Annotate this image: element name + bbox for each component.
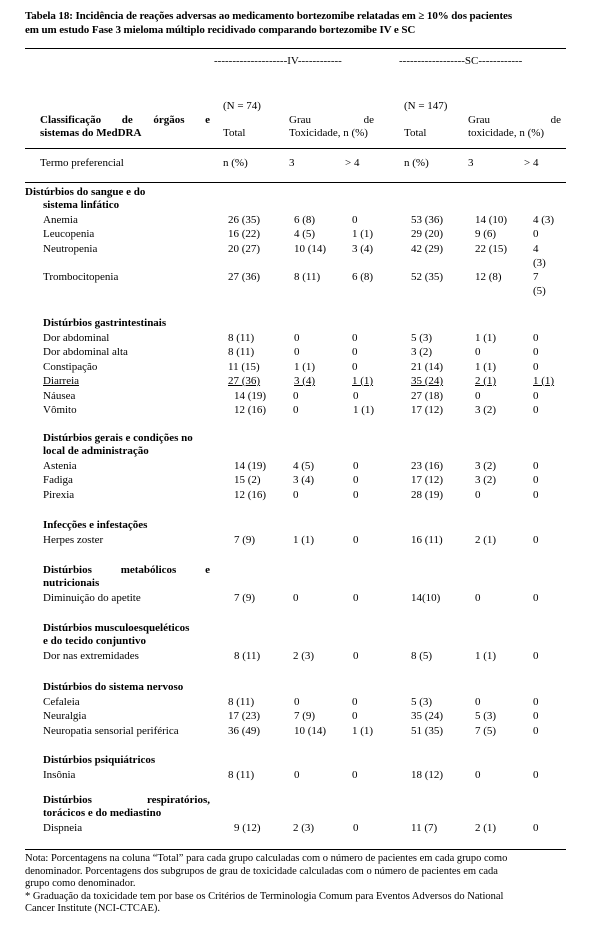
row-cell-sc-g4: 0: [533, 710, 539, 722]
row-cell-sc-total: 5 (3): [411, 695, 433, 708]
row-cell-sc-g4: 0: [533, 533, 539, 546]
row-cell-sc-total: 23 (16): [411, 459, 444, 472]
sc-grau-word: Grau: [468, 114, 490, 126]
row-cell-iv-total: 11 (15): [228, 360, 260, 373]
row-cell-sc-g3: 2 (1): [475, 533, 497, 546]
row-cell-sc-g3: 2 (1): [475, 375, 497, 387]
sc-grade3-header: 3: [468, 157, 474, 169]
row-term: Pirexia: [43, 488, 75, 501]
row-cell-sc-total: 29 (20): [411, 228, 444, 240]
row-cell-iv-total: 9 (12): [234, 821, 261, 834]
group-title-line: Distúrbios musculoesqueléticos: [43, 622, 190, 634]
row-cell-iv-g4: 3 (4): [352, 242, 374, 255]
row-cell-iv-g3: 0: [293, 389, 299, 402]
row-cell-sc-total: 5 (3): [411, 331, 433, 344]
header-mid-rule: [25, 148, 566, 149]
table-title-line-2: em um estudo Fase 3 mieloma múltiplo recidivado comparando bortezomibe IV e SC: [25, 24, 416, 36]
group-title-word: respiratórios,: [146, 794, 210, 806]
group-title-line: Infecções e infestações: [43, 519, 148, 531]
row-cell-iv-g4: 0: [353, 649, 359, 662]
row-cell-sc-g4: 4 (3): [533, 213, 555, 226]
row-cell-iv-g4: 0: [352, 346, 358, 358]
row-cell-iv-g3: 10 (14): [294, 242, 327, 255]
class-header-word-4: e: [205, 114, 210, 126]
row-cell-iv-total: 8 (11): [228, 331, 255, 344]
header-top-rule: [25, 48, 566, 49]
row-cell-sc-g4: 0: [533, 459, 539, 472]
header-bottom-rule: [25, 182, 566, 183]
row-cell-iv-g4: 1 (1): [352, 375, 374, 387]
group-title-line: Distúrbios gastrintestinais: [43, 317, 167, 329]
row-term: Astenia: [43, 459, 77, 472]
row-cell-sc-g4: 0: [533, 488, 539, 501]
iv-grade3-header: 3: [289, 157, 295, 169]
group-title-line: e do tecido conjuntivo: [43, 635, 146, 647]
row-cell-iv-total: 14 (19): [234, 459, 267, 472]
row-cell-iv-g4: 1 (1): [352, 228, 374, 240]
table-title: [25, 9, 570, 37]
row-cell-iv-total: 36 (49): [228, 724, 261, 737]
row-cell-iv-g3: 3 (4): [293, 474, 315, 486]
row-term: Neutropenia: [43, 242, 98, 255]
row-term: Náusea: [43, 389, 76, 402]
row-cell-sc-g4: 0: [533, 695, 539, 708]
sc-grau-header: [468, 114, 561, 127]
class-header-line-2: sistemas do MedDRA: [40, 127, 142, 139]
row-cell-iv-g4: 0: [353, 591, 359, 604]
row-cell-sc-g4-continued: (5): [533, 285, 546, 297]
row-cell-sc-total: 35 (24): [411, 375, 444, 387]
row-term: Neuropatia sensorial periférica: [43, 724, 179, 737]
row-cell-iv-g4: 0: [352, 768, 358, 781]
row-term: Cefaleia: [43, 695, 80, 708]
row-cell-iv-total: 17 (23): [228, 710, 261, 722]
footnote-line-4: * Graduação da toxicidade tem por base os Critérios de Terminologia Comum para Eventos Adversos do National: [25, 890, 504, 902]
row-cell-sc-g3: 0: [475, 488, 481, 501]
row-term: Anemia: [43, 213, 78, 226]
row-term: Dor abdominal alta: [43, 346, 128, 358]
row-cell-iv-g4: 0: [353, 459, 359, 472]
group-title-line: [43, 794, 210, 807]
row-cell-iv-g3: 2 (3): [293, 821, 315, 834]
row-cell-iv-total: 8 (11): [234, 649, 261, 662]
sc-n-percent-header: n (%): [404, 157, 429, 169]
class-header-word-2: de: [121, 114, 133, 126]
sc-grade4-header: > 4: [524, 157, 539, 169]
row-term: Dispneia: [43, 821, 83, 834]
group-title-line: Distúrbios psiquiátricos: [43, 754, 156, 766]
row-cell-iv-g4: 0: [352, 695, 358, 708]
row-cell-sc-g3: 14 (10): [475, 213, 508, 226]
group-title-line: [43, 564, 210, 577]
row-cell-sc-total: 52 (35): [411, 271, 444, 283]
row-cell-iv-g3: 1 (1): [294, 360, 316, 373]
class-header-word-1: Classificação: [40, 114, 102, 126]
row-cell-sc-total: 28 (19): [411, 488, 444, 501]
row-cell-iv-total: 16 (22): [228, 228, 261, 240]
row-cell-sc-total: 27 (18): [411, 389, 444, 402]
row-cell-iv-g3: 8 (11): [294, 271, 321, 283]
row-cell-sc-g3: 3 (2): [475, 404, 497, 416]
row-cell-sc-g4: 0: [533, 649, 539, 662]
row-term: Herpes zoster: [43, 533, 104, 546]
row-cell-iv-g3: 0: [294, 331, 300, 344]
term-header: Termo preferencial: [40, 157, 124, 169]
group-title-word: Distúrbios: [43, 564, 92, 576]
row-cell-sc-g3: 0: [475, 346, 481, 358]
table-title-line-1: Tabela 18: Incidência de reações adversas ao medicamento bortezomibe relatadas em ≥ 10% dos pacientes: [25, 10, 513, 22]
row-cell-sc-g3: 3 (2): [475, 459, 497, 472]
row-cell-iv-total: 8 (11): [228, 695, 255, 708]
row-term: Leucopenia: [43, 228, 95, 240]
row-cell-sc-total: 21 (14): [411, 360, 444, 373]
row-cell-sc-g3: 22 (15): [475, 242, 508, 255]
row-cell-sc-g4: 0: [533, 389, 539, 402]
row-cell-iv-total: 8 (11): [228, 346, 255, 358]
row-cell-iv-g4: 0: [352, 360, 358, 373]
sc-toxicity-header: toxicidade, n (%): [468, 127, 545, 139]
row-cell-sc-g4: 0: [533, 724, 539, 737]
sc-de-word: de: [550, 114, 561, 126]
iv-grau-header: [289, 114, 374, 127]
row-cell-sc-g4: 0: [533, 821, 539, 834]
row-cell-iv-g3: 4 (5): [293, 459, 315, 472]
row-cell-sc-g4: 1 (1): [533, 375, 555, 387]
sc-n-label: (N = 147): [404, 100, 448, 112]
group-title-line: local de administração: [43, 445, 149, 457]
row-cell-iv-g4: 0: [352, 710, 358, 722]
group-title-line: Distúrbios do sistema nervoso: [43, 681, 184, 693]
row-cell-iv-g3: 0: [293, 404, 299, 416]
row-term: Diarreia: [43, 375, 80, 387]
row-cell-sc-g3: 7 (5): [475, 724, 497, 737]
row-cell-iv-total: 12 (16): [234, 404, 267, 416]
row-cell-sc-total: 53 (36): [411, 213, 444, 226]
row-cell-sc-g3: 3 (2): [475, 474, 497, 486]
row-cell-iv-g4: 0: [353, 389, 359, 402]
row-cell-sc-g3: 1 (1): [475, 360, 497, 373]
footnote-line-3: grupo como denominador.: [25, 878, 136, 890]
row-cell-iv-total: 8 (11): [228, 768, 255, 781]
group-title-line: Distúrbios gerais e condições no: [43, 432, 193, 444]
sc-total-header: Total: [404, 127, 427, 139]
row-cell-iv-g3: 0: [294, 346, 300, 358]
row-cell-iv-total: 7 (9): [234, 533, 256, 546]
row-cell-sc-total: 18 (12): [411, 768, 444, 781]
class-header-word-3: órgãos: [153, 114, 185, 126]
row-cell-sc-g4: 7: [533, 271, 539, 283]
iv-group-header: --------------------IV------------: [214, 55, 342, 67]
row-term: Vômito: [43, 404, 77, 416]
group-title-line: Distúrbios do sangue e do: [25, 186, 146, 198]
row-cell-sc-g3: 0: [475, 389, 481, 402]
iv-n-percent-header: n (%): [223, 157, 248, 169]
group-title-line: nutricionais: [43, 577, 100, 589]
footnote-line-1: Nota: Porcentagens na coluna “Total” para cada grupo calculadas com o número de pacientes em cada grupo como: [25, 853, 508, 864]
row-cell-sc-g4: 0: [533, 228, 539, 240]
row-cell-sc-g4: 0: [533, 331, 539, 344]
row-cell-iv-total: 15 (2): [234, 474, 261, 486]
row-cell-sc-total: 16 (11): [411, 533, 443, 546]
row-cell-iv-total: 14 (19): [234, 389, 267, 402]
row-cell-sc-g3: 5 (3): [475, 710, 497, 722]
group-title-word: metabólicos: [120, 564, 177, 576]
row-cell-iv-total: 27 (36): [228, 375, 261, 387]
row-cell-iv-g3: 0: [294, 695, 300, 708]
row-cell-sc-g4-continued: (3): [533, 256, 546, 269]
row-cell-sc-total: 17 (12): [411, 404, 444, 416]
row-term: Trombocitopenia: [43, 271, 119, 283]
row-cell-sc-g3: 0: [475, 695, 481, 708]
row-cell-sc-total: 8 (5): [411, 649, 433, 662]
iv-toxicity-header: Toxicidade, n (%): [289, 127, 368, 139]
row-term: Diminuição do apetite: [43, 591, 141, 604]
table-footnote: [25, 853, 570, 916]
row-cell-sc-g3: 0: [475, 591, 481, 604]
row-cell-sc-g3: 0: [475, 768, 481, 781]
row-cell-sc-g3: 9 (6): [475, 228, 497, 240]
row-term: Insônia: [43, 768, 76, 781]
row-cell-iv-g3: 1 (1): [293, 533, 315, 546]
row-cell-iv-total: 20 (27): [228, 242, 261, 255]
row-cell-sc-g4: 0: [533, 360, 539, 373]
row-cell-sc-g4: 0: [533, 404, 539, 416]
row-cell-iv-g3: 10 (14): [294, 724, 327, 737]
row-cell-sc-total: 11 (7): [411, 821, 438, 834]
row-cell-iv-g4: 6 (8): [352, 271, 374, 283]
row-cell-iv-total: 12 (16): [234, 488, 267, 501]
row-cell-sc-g3: 1 (1): [475, 331, 497, 344]
row-cell-sc-g3: 2 (1): [475, 821, 497, 834]
row-term: Fadiga: [43, 474, 73, 486]
row-cell-sc-g3: 12 (8): [475, 271, 502, 283]
row-cell-iv-g3: 0: [293, 591, 299, 604]
row-cell-iv-g4: 1 (1): [353, 404, 375, 416]
iv-total-header: Total: [223, 127, 246, 139]
row-cell-iv-g4: 0: [353, 474, 359, 486]
row-cell-sc-g4: 0: [533, 346, 539, 358]
iv-de-word: de: [363, 114, 374, 126]
row-cell-iv-g4: 0: [353, 488, 359, 501]
row-cell-iv-g4: 0: [353, 533, 359, 546]
class-header-line-1: [40, 114, 210, 127]
row-cell-sc-total: 17 (12): [411, 474, 444, 486]
iv-grade4-header: > 4: [345, 157, 360, 169]
row-cell-sc-g4: 0: [533, 591, 539, 604]
row-cell-iv-total: 27 (36): [228, 271, 261, 283]
row-cell-iv-g3: 7 (9): [294, 710, 316, 722]
row-term: Constipação: [43, 360, 98, 373]
row-term: Dor abdominal: [43, 331, 110, 344]
row-cell-sc-g3: 1 (1): [475, 649, 497, 662]
table-bottom-rule: [25, 849, 566, 850]
row-cell-sc-total: 35 (24): [411, 710, 444, 722]
row-cell-iv-g3: 4 (5): [294, 228, 316, 240]
row-cell-sc-total: 51 (35): [411, 724, 444, 737]
row-cell-iv-g3: 0: [293, 488, 299, 501]
row-cell-iv-g3: 3 (4): [294, 375, 316, 387]
row-cell-iv-total: 26 (35): [228, 213, 261, 226]
row-cell-sc-total: 14(10): [411, 591, 441, 604]
row-cell-iv-g4: 0: [352, 213, 358, 226]
iv-grau-word: Grau: [289, 114, 311, 126]
row-cell-iv-g4: 0: [353, 821, 359, 834]
group-title-line: sistema linfático: [43, 199, 120, 211]
row-cell-iv-total: 7 (9): [234, 591, 256, 604]
row-cell-iv-g3: 0: [294, 768, 300, 781]
group-title-word: e: [205, 564, 210, 576]
row-cell-iv-g3: 2 (3): [293, 649, 315, 662]
row-cell-iv-g4: 1 (1): [352, 724, 374, 737]
iv-n-label: (N = 74): [223, 100, 261, 112]
row-cell-sc-g4: 0: [533, 768, 539, 781]
row-cell-iv-g3: 6 (8): [294, 213, 316, 226]
sc-group-header: ------------------SC------------: [399, 55, 523, 67]
group-title-line: torácicos e do mediastino: [43, 807, 162, 819]
row-cell-sc-total: 42 (29): [411, 242, 444, 255]
footnote-line-2: denominador. Porcentagens dos subgrupos de grau de toxicidade calculadas com o número de pacientes em cada: [25, 865, 498, 877]
row-cell-iv-g4: 0: [352, 331, 358, 344]
row-term: Neuralgia: [43, 710, 87, 722]
row-term: Dor nas extremidades: [43, 649, 139, 662]
row-cell-sc-total: 3 (2): [411, 346, 433, 358]
row-cell-sc-g4: 0: [533, 474, 539, 486]
row-cell-sc-g4: 4: [533, 242, 539, 255]
footnote-line-5: Cancer Institute (NCI-CTCAE).: [25, 903, 161, 915]
group-title-word: Distúrbios: [43, 794, 92, 806]
